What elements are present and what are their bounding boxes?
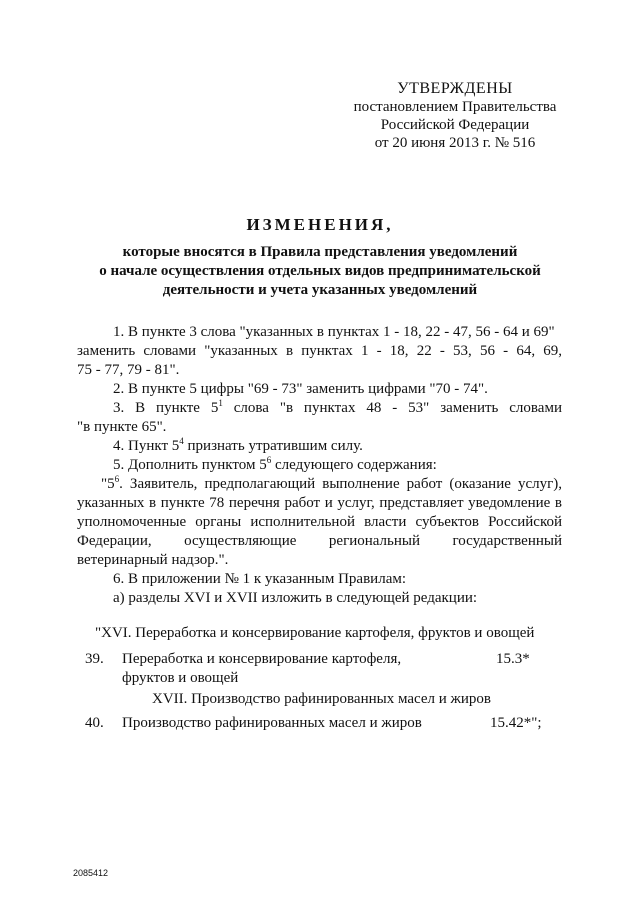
document-id: 2085412 xyxy=(73,868,109,878)
quote-sup: 6 xyxy=(114,474,120,484)
heading-subtitle-1: которые вносятся в Правила представления уведомлений xyxy=(122,244,518,260)
row-40-name: Производство рафинированных масел и жиров xyxy=(122,715,422,731)
approval-stamp xyxy=(345,80,565,152)
quote-text-a: "5 xyxy=(101,476,115,492)
item-6a: а) разделы XVI и XVII изложить в следующей редакции: xyxy=(113,590,478,606)
row-39-number: 39. xyxy=(85,651,104,667)
row-39-name-line-2: фруктов и овощей xyxy=(122,670,239,686)
row-39-code: 15.3* xyxy=(496,651,530,667)
document-body xyxy=(77,323,562,608)
item-3-line-2: "в пункте 65". xyxy=(77,419,167,435)
approved-line-3: от 20 июня 2013 г. № 516 xyxy=(374,135,536,151)
item-3-text-b: слова "в пунктах 48 - 53" заменить словами xyxy=(222,400,562,416)
item-3-sup: 1 xyxy=(218,398,223,408)
item-3-text-a: 3. В пункте 5 xyxy=(113,400,219,416)
item-3-line-1 xyxy=(77,399,562,418)
item-5 xyxy=(77,456,562,475)
item-1-line-3: 75 - 77, 79 - 81". xyxy=(77,362,180,378)
heading-subtitle-2: о начале осуществления отдельных видов предпринимательской xyxy=(99,263,541,279)
item-2: 2. В пункте 5 цифры "69 - 73" заменить цифрами "70 - 74". xyxy=(113,381,488,397)
document-heading xyxy=(70,215,570,300)
approved-title: УТВЕРЖДЕНЫ xyxy=(397,80,513,97)
item-5-quote xyxy=(77,475,562,570)
item-4-sup: 4 xyxy=(179,436,184,446)
table-row-39 xyxy=(85,650,565,690)
approved-line-2: Российской Федерации xyxy=(380,117,530,133)
item-1-line-1: 1. В пункте 3 слова "указанных в пунктах 1 - 18, 22 - 47, 56 - 64 и 69" xyxy=(113,324,555,340)
item-1-line-2: заменить словами "указанных в пунктах 1 - 18, 22 - 53, 56 - 64, 69, xyxy=(77,343,562,359)
section-xvii-heading: XVII. Производство рафинированных масел и жиров xyxy=(152,691,491,707)
heading-title: ИЗМЕНЕНИЯ, xyxy=(246,215,394,234)
table-row-40 xyxy=(85,714,565,734)
item-4-text-b: признать утратившим силу. xyxy=(183,438,363,454)
item-5-text-b: следующего содержания: xyxy=(271,457,437,473)
approved-line-1: постановлением Правительства xyxy=(353,99,557,115)
section-xvi-heading: "XVI. Переработка и консервирование картофеля, фруктов и овощей xyxy=(95,625,535,641)
item-5-text-a: 5. Дополнить пунктом 5 xyxy=(113,457,267,473)
item-4-text-a: 4. Пункт 5 xyxy=(113,438,180,454)
row-40-number: 40. xyxy=(85,715,104,731)
row-39-name-line-1: Переработка и консервирование картофеля, xyxy=(122,651,402,667)
quote-text-b: . Заявитель, предполагающий выполнение работ (оказание услуг), указанных в пункте 78 перечня работ и услуг, представляет уведомление в уполномоченные органы исполнительной власти субъектов Российской Федерации, осуществляющие региональный государственный ветеринарный надзор.". xyxy=(77,476,562,568)
item-6: 6. В приложении № 1 к указанным Правилам: xyxy=(113,571,407,587)
item-4 xyxy=(77,437,562,456)
item-5-sup: 6 xyxy=(266,455,272,465)
heading-subtitle-3: деятельности и учета указанных уведомлений xyxy=(162,282,478,298)
row-40-code: 15.42*"; xyxy=(490,715,542,731)
